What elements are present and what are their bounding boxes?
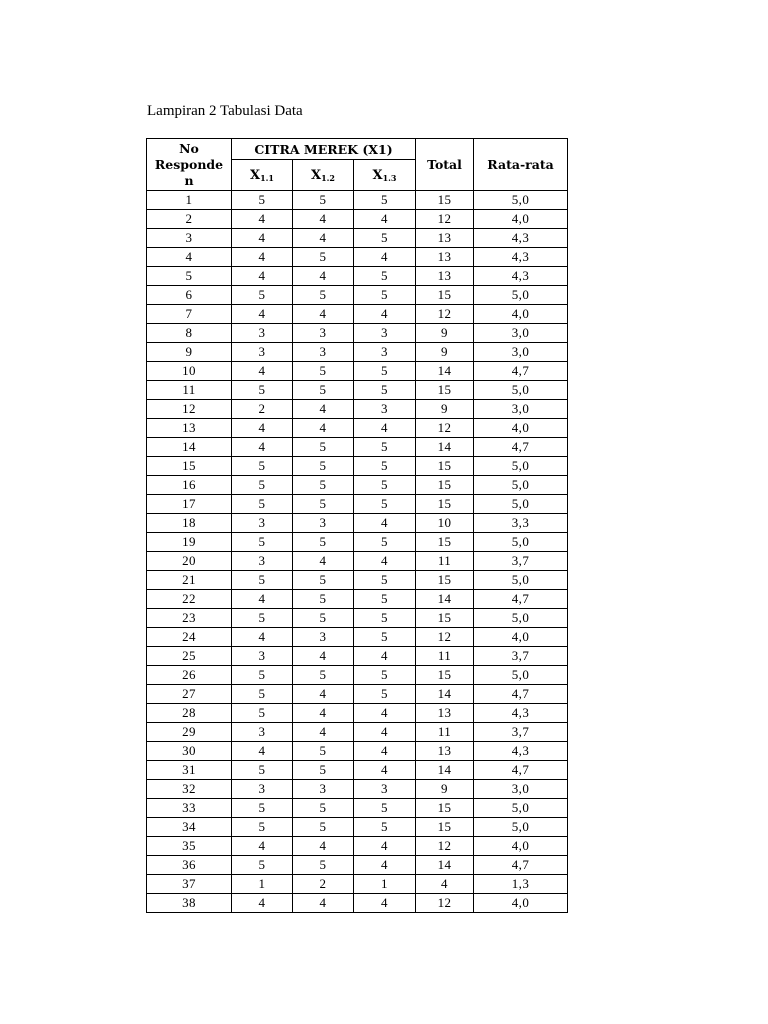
table-row [147, 704, 568, 723]
cell-total: 15 [416, 609, 474, 628]
cell-x13: 5 [354, 609, 416, 628]
cell-total: 10 [416, 514, 474, 533]
header-x12 [293, 160, 354, 191]
cell-rata-rata: 3,7 [474, 723, 568, 742]
cell-total: 9 [416, 400, 474, 419]
cell-rata-rata: 3,3 [474, 514, 568, 533]
cell-rata-rata: 5,0 [474, 476, 568, 495]
cell-total: 15 [416, 381, 474, 400]
cell-x11: 5 [232, 761, 293, 780]
table-row [147, 438, 568, 457]
cell-x12: 4 [293, 894, 354, 913]
cell-x11: 5 [232, 476, 293, 495]
cell-x13: 5 [354, 191, 416, 210]
cell-x12: 3 [293, 628, 354, 647]
header-x11-index: 1.1 [260, 173, 274, 183]
cell-x11: 4 [232, 419, 293, 438]
cell-total: 13 [416, 248, 474, 267]
cell-total: 15 [416, 457, 474, 476]
cell-x13: 4 [354, 856, 416, 875]
cell-rata-rata: 5,0 [474, 495, 568, 514]
cell-x11: 3 [232, 552, 293, 571]
header-no-line3: n [184, 172, 194, 188]
cell-x12: 4 [293, 723, 354, 742]
cell-x12: 5 [293, 248, 354, 267]
cell-x11: 3 [232, 647, 293, 666]
cell-x12: 5 [293, 495, 354, 514]
table-row [147, 609, 568, 628]
cell-x13: 3 [354, 324, 416, 343]
document-caption: Lampiran 2 Tabulasi Data [147, 103, 303, 119]
cell-x13: 4 [354, 894, 416, 913]
cell-total: 15 [416, 799, 474, 818]
cell-x12: 5 [293, 438, 354, 457]
cell-rata-rata: 1,3 [474, 875, 568, 894]
cell-rata-rata: 4,0 [474, 894, 568, 913]
header-no-line1: No [179, 140, 199, 156]
cell-x13: 4 [354, 761, 416, 780]
cell-no: 33 [147, 799, 232, 818]
tabulation-table [146, 138, 568, 913]
cell-x12: 5 [293, 799, 354, 818]
cell-x11: 5 [232, 533, 293, 552]
table-row [147, 837, 568, 856]
table-row [147, 780, 568, 799]
cell-x11: 5 [232, 799, 293, 818]
cell-x11: 5 [232, 685, 293, 704]
cell-no: 17 [147, 495, 232, 514]
table-row [147, 362, 568, 381]
cell-rata-rata: 4,0 [474, 305, 568, 324]
cell-x13: 4 [354, 704, 416, 723]
cell-x11: 3 [232, 780, 293, 799]
cell-x12: 4 [293, 552, 354, 571]
cell-total: 12 [416, 894, 474, 913]
cell-no: 21 [147, 571, 232, 590]
header-no-respondent [147, 139, 232, 191]
cell-x11: 4 [232, 210, 293, 229]
table-row [147, 514, 568, 533]
cell-rata-rata: 5,0 [474, 191, 568, 210]
cell-x13: 3 [354, 400, 416, 419]
table-row [147, 324, 568, 343]
cell-rata-rata: 4,7 [474, 590, 568, 609]
cell-no: 35 [147, 837, 232, 856]
cell-x11: 5 [232, 856, 293, 875]
table-row [147, 723, 568, 742]
cell-x12: 4 [293, 419, 354, 438]
cell-total: 12 [416, 305, 474, 324]
header-citra-merek: CITRA MEREK (X1) [232, 139, 416, 160]
table-row [147, 419, 568, 438]
cell-x13: 5 [354, 590, 416, 609]
cell-no: 29 [147, 723, 232, 742]
table-row [147, 799, 568, 818]
cell-total: 11 [416, 647, 474, 666]
cell-no: 22 [147, 590, 232, 609]
cell-no: 2 [147, 210, 232, 229]
cell-x13: 4 [354, 647, 416, 666]
cell-rata-rata: 4,7 [474, 761, 568, 780]
cell-no: 5 [147, 267, 232, 286]
cell-no: 28 [147, 704, 232, 723]
cell-rata-rata: 4,0 [474, 837, 568, 856]
cell-x11: 5 [232, 666, 293, 685]
cell-no: 24 [147, 628, 232, 647]
cell-rata-rata: 4,7 [474, 438, 568, 457]
cell-total: 14 [416, 438, 474, 457]
header-x11 [232, 160, 293, 191]
cell-no: 26 [147, 666, 232, 685]
cell-x11: 4 [232, 229, 293, 248]
cell-no: 36 [147, 856, 232, 875]
cell-x13: 5 [354, 438, 416, 457]
cell-total: 9 [416, 780, 474, 799]
cell-x13: 5 [354, 628, 416, 647]
table-row [147, 856, 568, 875]
cell-x11: 4 [232, 305, 293, 324]
cell-rata-rata: 5,0 [474, 286, 568, 305]
cell-x13: 4 [354, 305, 416, 324]
cell-no: 3 [147, 229, 232, 248]
cell-total: 15 [416, 495, 474, 514]
cell-no: 8 [147, 324, 232, 343]
cell-rata-rata: 4,3 [474, 704, 568, 723]
cell-total: 11 [416, 552, 474, 571]
cell-total: 13 [416, 742, 474, 761]
header-x13-index: 1.3 [382, 173, 397, 183]
cell-total: 15 [416, 191, 474, 210]
cell-x11: 3 [232, 723, 293, 742]
header-total: Total [416, 139, 474, 191]
cell-x13: 5 [354, 381, 416, 400]
cell-no: 38 [147, 894, 232, 913]
cell-x13: 3 [354, 780, 416, 799]
cell-x11: 4 [232, 590, 293, 609]
cell-x11: 5 [232, 286, 293, 305]
cell-total: 15 [416, 666, 474, 685]
header-rata-rata: Rata-rata [474, 139, 568, 191]
cell-x12: 5 [293, 533, 354, 552]
table-row [147, 210, 568, 229]
cell-rata-rata: 5,0 [474, 666, 568, 685]
cell-no: 10 [147, 362, 232, 381]
cell-rata-rata: 4,0 [474, 419, 568, 438]
cell-x12: 4 [293, 267, 354, 286]
cell-x11: 5 [232, 609, 293, 628]
header-x13-base: X [372, 168, 383, 183]
header-x13 [354, 160, 416, 191]
cell-total: 9 [416, 324, 474, 343]
cell-x12: 4 [293, 400, 354, 419]
cell-no: 15 [147, 457, 232, 476]
cell-no: 18 [147, 514, 232, 533]
cell-rata-rata: 3,0 [474, 780, 568, 799]
cell-total: 15 [416, 818, 474, 837]
cell-x12: 4 [293, 229, 354, 248]
cell-total: 12 [416, 210, 474, 229]
cell-rata-rata: 4,3 [474, 742, 568, 761]
table-row [147, 590, 568, 609]
cell-x12: 5 [293, 457, 354, 476]
cell-total: 14 [416, 362, 474, 381]
cell-no: 32 [147, 780, 232, 799]
cell-rata-rata: 4,0 [474, 628, 568, 647]
cell-no: 13 [147, 419, 232, 438]
cell-total: 12 [416, 837, 474, 856]
cell-x11: 5 [232, 457, 293, 476]
cell-x11: 5 [232, 704, 293, 723]
cell-x12: 5 [293, 856, 354, 875]
header-no-line2: Responde [154, 156, 224, 172]
table-row [147, 818, 568, 837]
cell-rata-rata: 5,0 [474, 571, 568, 590]
cell-x12: 4 [293, 210, 354, 229]
cell-no: 19 [147, 533, 232, 552]
table-row [147, 761, 568, 780]
cell-rata-rata: 5,0 [474, 818, 568, 837]
cell-x12: 5 [293, 191, 354, 210]
cell-rata-rata: 4,3 [474, 267, 568, 286]
table-row [147, 286, 568, 305]
cell-no: 25 [147, 647, 232, 666]
cell-x11: 4 [232, 267, 293, 286]
cell-x12: 5 [293, 590, 354, 609]
cell-no: 6 [147, 286, 232, 305]
cell-x13: 4 [354, 552, 416, 571]
table-row [147, 628, 568, 647]
cell-x11: 3 [232, 324, 293, 343]
cell-x13: 5 [354, 685, 416, 704]
cell-x11: 4 [232, 628, 293, 647]
cell-x11: 4 [232, 837, 293, 856]
cell-x12: 5 [293, 742, 354, 761]
cell-no: 14 [147, 438, 232, 457]
cell-total: 15 [416, 286, 474, 305]
cell-rata-rata: 4,3 [474, 229, 568, 248]
table-row [147, 381, 568, 400]
cell-total: 12 [416, 419, 474, 438]
cell-x12: 4 [293, 647, 354, 666]
table-row [147, 533, 568, 552]
cell-rata-rata: 5,0 [474, 609, 568, 628]
table-row [147, 666, 568, 685]
cell-x12: 2 [293, 875, 354, 894]
cell-no: 16 [147, 476, 232, 495]
cell-rata-rata: 4,7 [474, 362, 568, 381]
table-row [147, 267, 568, 286]
cell-x13: 4 [354, 248, 416, 267]
cell-x12: 3 [293, 343, 354, 362]
cell-no: 34 [147, 818, 232, 837]
cell-total: 13 [416, 267, 474, 286]
cell-x12: 4 [293, 704, 354, 723]
cell-x13: 5 [354, 267, 416, 286]
cell-x11: 4 [232, 742, 293, 761]
cell-total: 14 [416, 761, 474, 780]
cell-x12: 5 [293, 286, 354, 305]
cell-x12: 5 [293, 381, 354, 400]
cell-rata-rata: 5,0 [474, 457, 568, 476]
table-row [147, 229, 568, 248]
cell-x12: 4 [293, 685, 354, 704]
cell-rata-rata: 3,0 [474, 324, 568, 343]
header-x12-index: 1.2 [321, 173, 335, 183]
cell-rata-rata: 4,0 [474, 210, 568, 229]
cell-total: 13 [416, 704, 474, 723]
cell-x11: 5 [232, 191, 293, 210]
cell-x12: 5 [293, 362, 354, 381]
cell-no: 12 [147, 400, 232, 419]
cell-x12: 3 [293, 324, 354, 343]
cell-no: 31 [147, 761, 232, 780]
cell-x11: 5 [232, 818, 293, 837]
cell-x13: 4 [354, 742, 416, 761]
table-row [147, 305, 568, 324]
cell-rata-rata: 4,7 [474, 856, 568, 875]
cell-x12: 3 [293, 514, 354, 533]
table-row [147, 685, 568, 704]
cell-rata-rata: 3,7 [474, 647, 568, 666]
cell-x12: 5 [293, 818, 354, 837]
table-body [147, 191, 568, 913]
table-row [147, 191, 568, 210]
cell-x12: 5 [293, 761, 354, 780]
table-row [147, 647, 568, 666]
cell-total: 15 [416, 533, 474, 552]
cell-total: 4 [416, 875, 474, 894]
cell-no: 20 [147, 552, 232, 571]
cell-x11: 5 [232, 381, 293, 400]
cell-total: 14 [416, 685, 474, 704]
cell-x13: 5 [354, 495, 416, 514]
cell-x11: 1 [232, 875, 293, 894]
cell-x11: 3 [232, 343, 293, 362]
cell-x13: 4 [354, 514, 416, 533]
table-row [147, 742, 568, 761]
cell-total: 13 [416, 229, 474, 248]
cell-x12: 4 [293, 305, 354, 324]
cell-x11: 2 [232, 400, 293, 419]
cell-no: 37 [147, 875, 232, 894]
cell-total: 11 [416, 723, 474, 742]
cell-x11: 4 [232, 248, 293, 267]
cell-rata-rata: 3,7 [474, 552, 568, 571]
cell-rata-rata: 5,0 [474, 799, 568, 818]
cell-rata-rata: 5,0 [474, 533, 568, 552]
cell-x13: 4 [354, 837, 416, 856]
cell-x12: 5 [293, 571, 354, 590]
cell-no: 9 [147, 343, 232, 362]
cell-no: 4 [147, 248, 232, 267]
cell-no: 11 [147, 381, 232, 400]
header-x11-base: X [249, 168, 261, 183]
cell-x13: 1 [354, 875, 416, 894]
cell-x11: 4 [232, 362, 293, 381]
cell-x13: 4 [354, 210, 416, 229]
table-row [147, 875, 568, 894]
cell-x12: 5 [293, 666, 354, 685]
cell-total: 12 [416, 628, 474, 647]
cell-x13: 5 [354, 286, 416, 305]
table-row [147, 894, 568, 913]
cell-x11: 4 [232, 894, 293, 913]
cell-total: 15 [416, 476, 474, 495]
cell-x13: 5 [354, 571, 416, 590]
cell-no: 30 [147, 742, 232, 761]
cell-x13: 5 [354, 229, 416, 248]
cell-x13: 5 [354, 818, 416, 837]
cell-x13: 5 [354, 666, 416, 685]
cell-total: 14 [416, 856, 474, 875]
table-row [147, 552, 568, 571]
cell-x13: 5 [354, 362, 416, 381]
cell-x13: 4 [354, 419, 416, 438]
cell-rata-rata: 4,3 [474, 248, 568, 267]
cell-x12: 5 [293, 609, 354, 628]
cell-x11: 3 [232, 514, 293, 533]
cell-x11: 4 [232, 438, 293, 457]
cell-x13: 5 [354, 457, 416, 476]
cell-x11: 5 [232, 571, 293, 590]
table-row [147, 400, 568, 419]
cell-x13: 3 [354, 343, 416, 362]
cell-x12: 4 [293, 837, 354, 856]
table-row [147, 248, 568, 267]
cell-rata-rata: 3,0 [474, 343, 568, 362]
cell-no: 7 [147, 305, 232, 324]
cell-x12: 5 [293, 476, 354, 495]
cell-no: 23 [147, 609, 232, 628]
cell-x13: 5 [354, 799, 416, 818]
cell-x13: 5 [354, 476, 416, 495]
cell-x13: 5 [354, 533, 416, 552]
cell-rata-rata: 5,0 [474, 381, 568, 400]
table-row [147, 495, 568, 514]
cell-x12: 3 [293, 780, 354, 799]
cell-total: 14 [416, 590, 474, 609]
header-x12-base: X [310, 168, 322, 183]
cell-total: 15 [416, 571, 474, 590]
table-row [147, 457, 568, 476]
cell-rata-rata: 3,0 [474, 400, 568, 419]
cell-no: 1 [147, 191, 232, 210]
cell-x13: 4 [354, 723, 416, 742]
table-row [147, 571, 568, 590]
table-row [147, 476, 568, 495]
cell-rata-rata: 4,7 [474, 685, 568, 704]
cell-x11: 5 [232, 495, 293, 514]
table-row [147, 343, 568, 362]
cell-no: 27 [147, 685, 232, 704]
cell-total: 9 [416, 343, 474, 362]
